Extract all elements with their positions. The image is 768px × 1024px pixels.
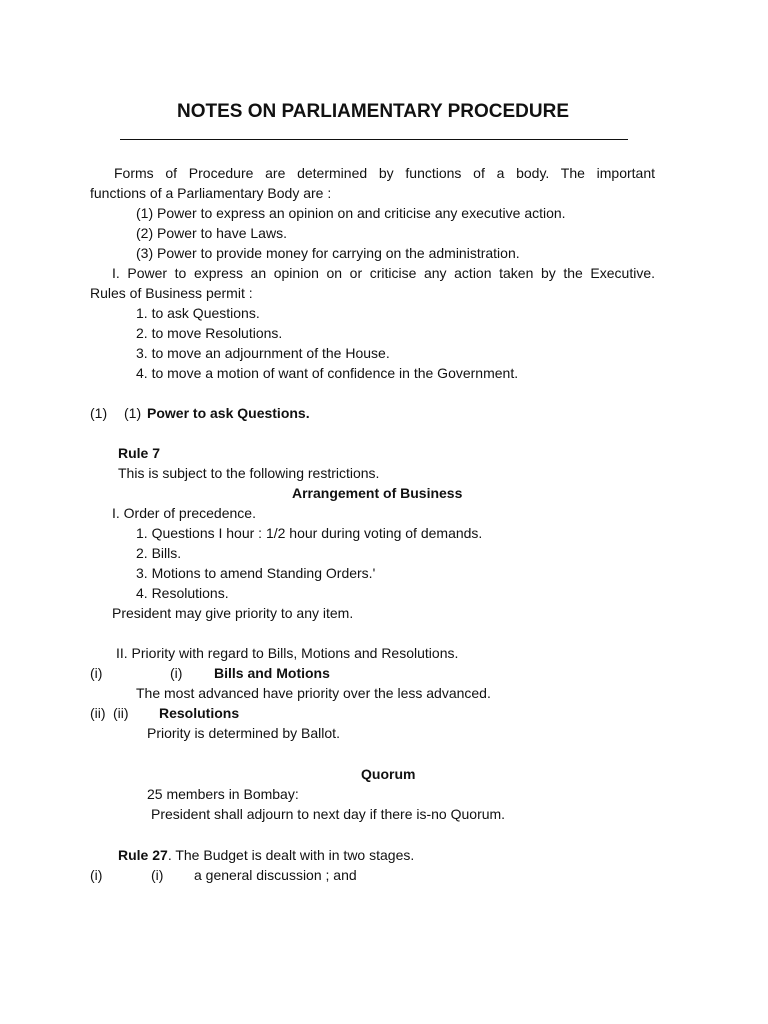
rule-27-heading: Rule 27 xyxy=(118,847,168,863)
restriction-text: This is subject to the following restrictions. xyxy=(118,465,380,481)
order-item-4: 4. Resolutions. xyxy=(136,585,229,601)
bills-motions-heading: Bills and Motions xyxy=(214,665,330,681)
order-of-precedence: I. Order of precedence. xyxy=(112,505,256,521)
quorum-heading: Quorum xyxy=(361,766,416,782)
bills-motions-text: The most advanced have priority over the less advanced. xyxy=(136,685,491,701)
power-paragraph-line-1: I. Power to express an opinion on or criticise any action taken by the Executive. xyxy=(112,265,655,281)
intro-paragraph-line-1: Forms of Procedure are determined by functions of a body. The important xyxy=(114,165,655,181)
bills-number-outer: (i) xyxy=(90,665,103,681)
arrangement-heading: Arrangement of Business xyxy=(292,485,463,501)
order-item-1: 1. Questions I hour : 1/2 hour during voting of demands. xyxy=(136,525,483,541)
title-underline xyxy=(120,139,628,140)
bills-number-inner: (i) xyxy=(170,665,183,681)
section-heading-questions: Power to ask Questions. xyxy=(147,405,310,421)
order-item-2: 2. Bills. xyxy=(136,545,182,561)
intro-paragraph-line-2: functions of a Parliamentary Body are : xyxy=(90,185,332,201)
permit-item-3: 3. to move an adjournment of the House. xyxy=(136,345,390,361)
function-item-1: (1) Power to express an opinion on and criticise any executive action. xyxy=(136,205,566,221)
page-title: NOTES ON PARLIAMENTARY PROCEDURE xyxy=(177,101,569,122)
function-item-3: (3) Power to provide money for carrying on the administration. xyxy=(136,245,520,261)
quorum-adjourn: President shall adjourn to next day if there is-no Quorum. xyxy=(151,806,506,822)
rule-27-line xyxy=(118,846,414,864)
section-number-outer: (1) xyxy=(90,405,108,421)
budget-item-general-discussion: a general discussion ; and xyxy=(194,867,357,883)
function-item-2: (2) Power to have Laws. xyxy=(136,225,287,241)
quorum-members: 25 members in Bombay: xyxy=(147,786,299,802)
rule-7-heading: Rule 7 xyxy=(118,445,161,461)
power-paragraph-line-2: Rules of Business permit : xyxy=(90,285,253,301)
permit-item-4: 4. to move a motion of want of confidence in the Government. xyxy=(136,365,519,381)
president-priority-text: President may give priority to any item. xyxy=(112,605,354,621)
resolutions-text: Priority is determined by Ballot. xyxy=(147,725,340,741)
budget-number-outer: (i) xyxy=(90,867,103,883)
budget-number-inner: (i) xyxy=(151,867,164,883)
order-item-3: 3. Motions to amend Standing Orders.' xyxy=(136,565,376,581)
rule-27-text: . The Budget is dealt with in two stages. xyxy=(167,847,415,863)
permit-item-2: 2. to move Resolutions. xyxy=(136,325,283,341)
permit-item-1: 1. to ask Questions. xyxy=(136,305,260,321)
resolutions-number-inner: (ii) xyxy=(113,705,129,721)
resolutions-heading: Resolutions xyxy=(159,705,240,721)
priority-bills-motions: II. Priority with regard to Bills, Motions and Resolutions. xyxy=(116,645,459,661)
section-number-inner: (1) xyxy=(124,405,142,421)
resolutions-number-outer: (ii) xyxy=(90,705,106,721)
